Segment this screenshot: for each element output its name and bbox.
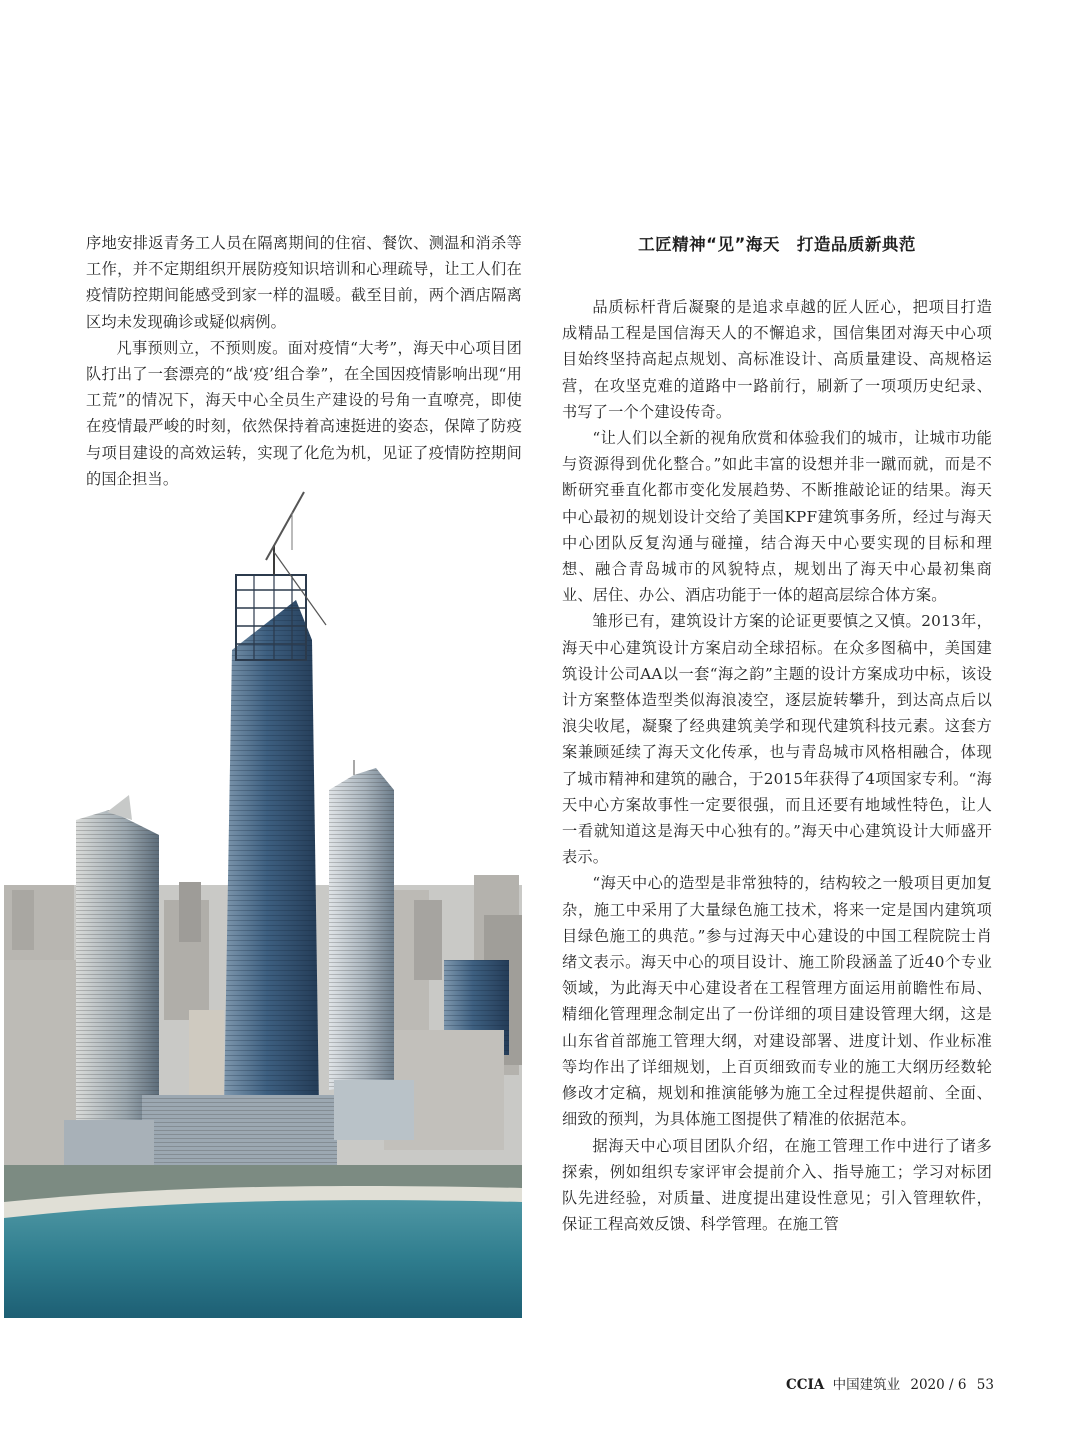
right-tower [329, 760, 394, 1090]
main-tower [224, 492, 326, 1110]
right-paragraph-2: “让人们以全新的视角欣赏和体验我们的城市，让城市功能与资源得到优化整合。”如此丰富的设想并非一蹴而就，而是不断研究垂直化都市变化发展趋势、不断推敲论证的结果。海天中心最初的规划设计交给了美国KPF建筑事务所，经过与海天中心团队反复沟通与碰撞，结合海天中心要实现的目标和理想、融合青岛城市的风貌特点，规划出了海天中心最初集商业、居住、办公、酒店功能于一体的超高层综合体方案。 [562, 429, 992, 605]
left-column [86, 230, 522, 492]
page-number: 53 [976, 1377, 994, 1393]
section-heading: 工匠精神“见”海天 打造品质新典范 [638, 235, 916, 254]
page-footer [786, 1373, 1026, 1397]
left-paragraph-2: 凡事预则立，不预则废。面对疫情“大考”，海天中心项目团队打出了一套漂亮的“战‘疫’组合拳”，在全国因疫情影响出现“用工荒”的情况下，海天中心全员生产建设的号角一直嘹亮，即使在疫情最严峻的时刻，依然保持着高速挺进的姿态，保障了防疫与项目建设的高效运转，实现了化危为机，见证了疫情防控期间的国企担当。 [86, 338, 522, 488]
right-paragraph-1: 品质标杆背后凝聚的是追求卓越的匠人匠心，把项目打造成精品工程是国信海天人的不懈追求，国信集团对海天中心项目始终坚持高起点规划、高标准设计、高质量建设、高规格运营，在攻坚克难的道路中一路前行，刷新了一项项历史纪录、书写了一个个建设传奇。 [562, 298, 992, 421]
footer-issue: 2020 / 6 [910, 1377, 967, 1393]
left-paragraph-1: 序地安排返青务工人员在隔离期间的住宿、餐饮、测温和消杀等工作，并不定期组织开展防疫知识培训和心理疏导，让工人们在疫情防控期间能感受到家一样的温暖。截至目前，两个酒店隔离区均未发现确诊或疑似病例。 [86, 234, 522, 331]
right-paragraph-5: 据海天中心项目团队介绍，在施工管理工作中进行了诸多探索，例如组织专家评审会提前介入、指导施工；学习对标团队先进经验，对质量、进度提出建设性意见；引入管理软件，保证工程高效反馈、科学管理。在施工管 [562, 1136, 992, 1234]
footer-brand: CCIA [786, 1377, 825, 1393]
skyscraper-construction-photo [4, 490, 522, 1318]
right-paragraph-3: 雏形已有，建筑设计方案的论证更要慎之又慎。2013年，海天中心建筑设计方案启动全球招标。在众多图稿中，美国建筑设计公司AA以一套“海之韵”主题的设计方案成功中标，该设计方案整体造型类似海浪凌空，逐层旋转攀升，到达高点后以浪尖收尾，凝聚了经典建筑美学和现代建筑科技元素。这套方案兼顾延续了海天文化传承，也与青岛城市风格相融合，体现了城市精神和建筑的融合，于2015年获得了4项国家专利。“海天中心方案故事性一定要很强，而且还要有地域性特色，让人一看就知道这是海天中心独有的。”海天中心建筑设计大师盛开表示。 [562, 612, 992, 867]
footer-magazine-name: 中国建筑业 [832, 1377, 901, 1393]
right-paragraph-4: “海天中心的造型是非常独特的，结构较之一般项目更加复杂，施工中采用了大量绿色施工技术，将来一定是国内建筑项目绿色施工的典范。”参与过海天中心建设的中国工程院院士肖绪文表示。海天中心的项目设计、施工阶段涵盖了近40个专业领域，为此海天中心建设者在工程管理方面运用前瞻性布局、精细化管理理念制定出了一份详细的项目建设管理大纲，这是山东省首部施工管理大纲，对建设部署、进度计划、作业标准等均作出了详细规划，上百页细致而专业的施工大纲历经数轮修改才定稿，规划和推演能够为施工全过程提供超前、全面、细致的预判，为具体施工图提供了精准的依据范本。 [562, 874, 992, 1129]
shoreline [4, 1165, 522, 1318]
left-tower [76, 795, 159, 1145]
right-column [562, 230, 992, 1237]
